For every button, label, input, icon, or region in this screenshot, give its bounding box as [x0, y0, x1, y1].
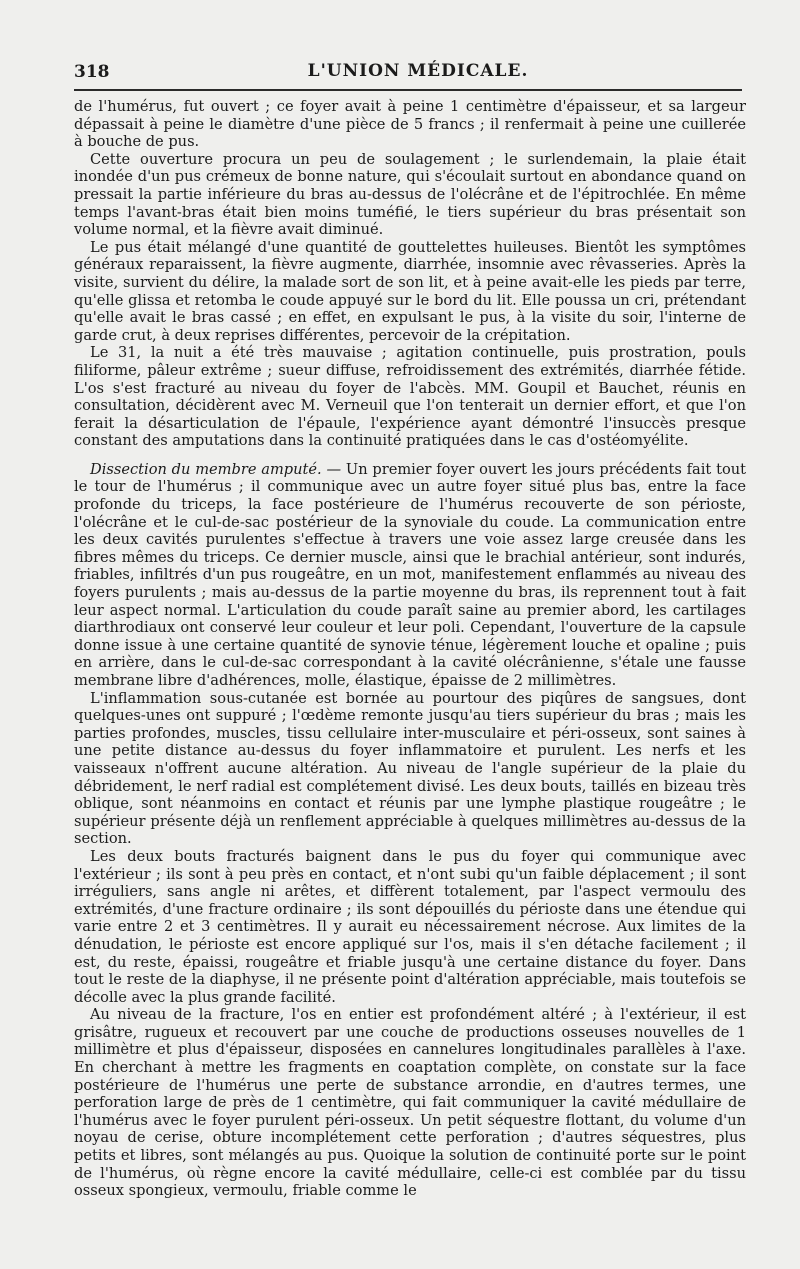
- paragraph: Les deux bouts fracturés baignent dans le pus du foyer qui communique avec l'extérieur ; ils sont à peu près en contact, et n'ont subi qu'un faible déplacement ; il sont irréguliers, sans angle ni arêtes, et diffèrent totalement, par l'aspect vermoulu des extrémités, d'une fracture ordinaire ; ils sont dépouillés du périoste dans une étendue qui varie entre 2 et 3 centimètres. Il y aurait eu nécessairement nécrose. Aux limites de la dénudation, le périoste est encore appliqué sur l'os, mais il s'en détache facilement ; il est, du reste, épaissi, rougeâtre et friable jusqu'à une certaine distance du foyer. Dans tout le reste de la diaphyse, il ne présente point d'altération appréciable, mais toutefois se décolle avec la plus grande facilité.: [74, 847, 746, 1006]
- running-title: L'UNION MÉDICALE.: [307, 61, 529, 81]
- paragraph-text: Un premier foyer ouvert les jours précédents fait tout le tour de l'humérus ; il communique avec un autre foyer situé plus bas, entre la face profonde du triceps, la face postérieure de l'humérus recouverte de son périoste, l'olécrâne et le cul-de-sac postérieur de la synoviale du coude. La communication entre les deux cavités purulentes s'effectue à travers une voie assez large creusée dans les fibres mêmes du triceps. Ce dernier muscle, ainsi que le brachial antérieur, sont indurés, friables, infiltrés d'un pus rougeâtre, en un mot, manifestement enflammés au niveau des foyers purulents ; mais au-dessus de la partie moyenne du bras, ils reprennent tout à fait leur aspect normal. L'articulation du coude paraît saine au premier abord, les cartilages diarthrodiaux ont conservé leur couleur et leur poli. Cependant, l'ouverture de la capsule donne issue à une certaine quantité de synovie ténue, légèrement louche et opaline ; puis en arrière, dans le cul-de-sac correspondant à la cavité olécrânienne, s'étale une fausse membrane libre d'adhérences, molle, élastique, épaisse de 2 millimètres.: [74, 460, 746, 689]
- paragraph: Le 31, la nuit a été très mauvaise ; agitation continuelle, puis prostration, pouls filiforme, pâleur extrême ; sueur diffuse, refroidissement des extrémités, diarrhée fétide. L'os s'est fracturé au niveau du foyer de l'abcès. MM. Goupil et Bauchet, réunis en consultation, décidèrent avec M. Verneuil que l'on tenterait un dernier effort, et que l'on ferait la désarticulation de l'épaule, l'expérience ayant démontré l'insuccès presque constant des amputations dans la continuité pratiquées dans le cas d'ostéomyélite.: [74, 344, 746, 450]
- paragraph: L'inflammation sous-cutanée est bornée au pourtour des piqûres de sangsues, dont quelques-unes ont suppuré ; l'œdème remonte jusqu'au tiers supérieur du bras ; mais les parties profondes, muscles, tissu cellulaire inter-musculaire et péri-osseux, sont saines à une petite distance au-dessus du foyer inflammatoire et purulent. Les nerfs et les vaisseaux n'offrent aucune altération. Au niveau de l'angle supérieur de la plaie du débridement, le nerf radial est complétement divisé. Les deux bouts, taillés en bizeau très oblique, sont néanmoins en contact et réunis par une lymphe plastique rougeâtre ; le supérieur présente déjà un renflement appréciable à quelques millimètres au-dessus de la section.: [74, 689, 746, 848]
- body-text: [74, 98, 746, 1200]
- paragraph: Cette ouverture procura un peu de soulagement ; le surlendemain, la plaie était inondée d'un pus crémeux de bonne nature, qui s'écoulait surtout en abondance quand on pressait la partie inférieure du bras au-dessus de l'olécrâne et de l'épitrochlée. En même temps l'avant-bras était bien moins tuméfié, le tiers supérieur du bras présentait son volume normal, et la fièvre avait diminué.: [74, 150, 746, 239]
- page-number: 318: [74, 62, 110, 82]
- header-rule: [74, 89, 742, 91]
- dissection-paragraph: [74, 461, 746, 690]
- paragraph: Le pus était mélangé d'une quantité de gouttelettes huileuses. Bientôt les symptômes généraux reparaissent, la fièvre augmente, diarrhée, insomnie avec rêvasseries. Après la visite, survient du délire, la malade sort de son lit, et à peine avait-elle les pieds par terre, qu'elle glissa et retomba le coude appuyé sur le bord du lit. Elle poussa un cri, prétendant qu'elle avait le bras cassé ; en effet, en expulsant le pus, à la visite du soir, l'interne de garde crut, à deux reprises différentes, percevoir de la crépitation.: [74, 238, 746, 344]
- dissection-heading: Dissection du membre amputé. —: [90, 460, 342, 478]
- paragraph: de l'humérus, fut ouvert ; ce foyer avait à peine 1 centimètre d'épaisseur, et sa largeur dépassait à peine le diamètre d'une pièce de 5 francs ; il renfermait à peine une cuillerée à bouche de pus.: [74, 98, 746, 151]
- page-header: [74, 58, 742, 86]
- paragraph: Au niveau de la fracture, l'os en entier est profondément altéré ; à l'extérieur, il est grisâtre, rugueux et recouvert par une couche de productions osseuses nouvelles de 1 millimètre et plus d'épaisseur, disposées en cannelures longitudinales parallèles à l'axe. En cherchant à mettre les fragments en coaptation complète, on constate sur la face postérieure de l'humérus une perte de substance arrondie, en d'autres termes, une perforation large de près de 1 centimètre, qui fait communiquer la cavité médullaire de l'humérus avec le foyer purulent péri-osseux. Un petit séquestre flottant, du volume d'un noyau de cerise, obture incomplétement cette perforation ; d'autres séquestres, plus petits et libres, sont mélangés au pus. Quoique la solution de continuité porte sur le point de l'humérus, où règne encore la cavité médullaire, celle-ci est comblée par du tissu osseux spongieux, vermoulu, friable comme le: [74, 1006, 746, 1200]
